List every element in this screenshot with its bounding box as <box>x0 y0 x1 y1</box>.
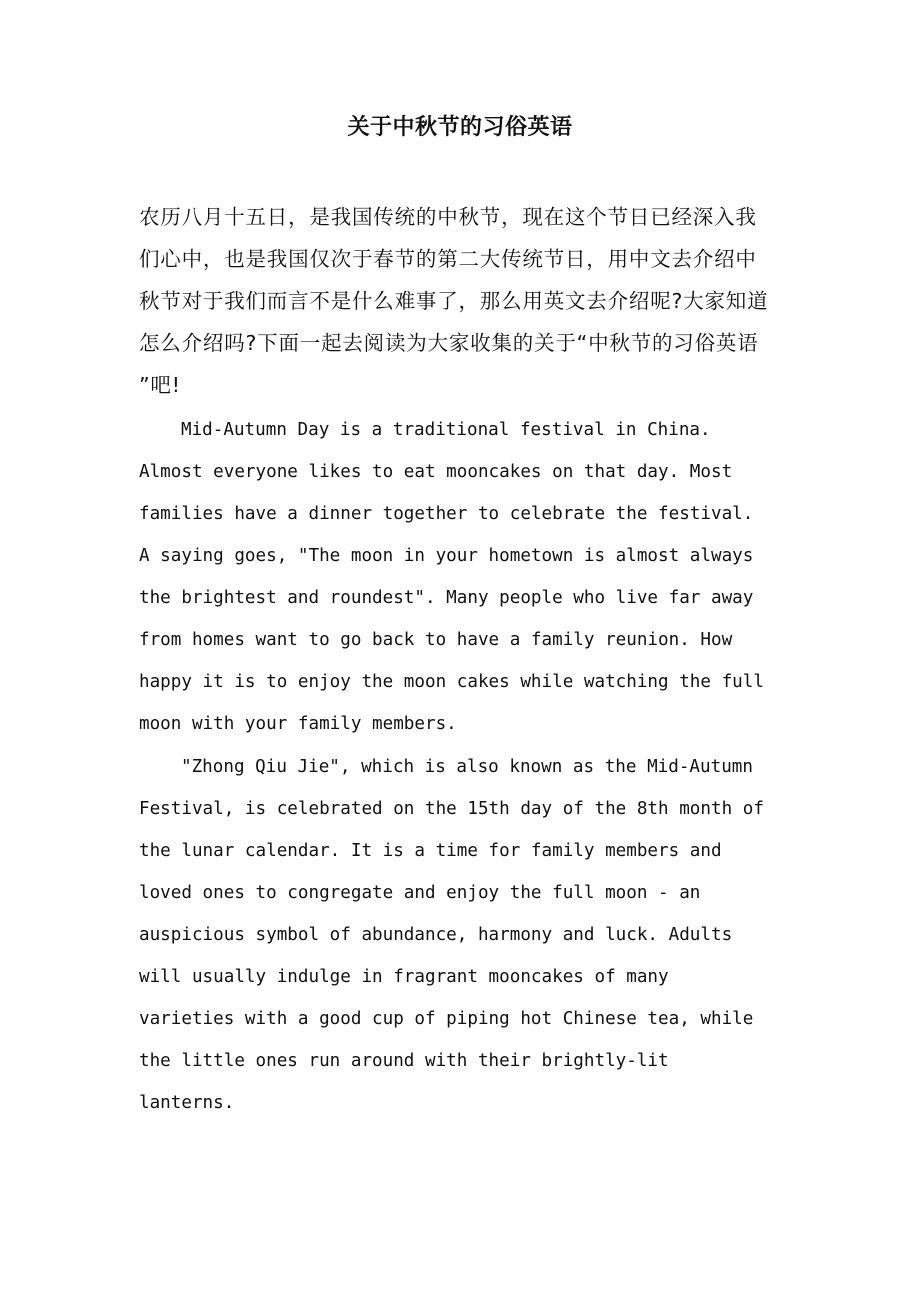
document-title: 关于中秋节的习俗英语 <box>347 115 573 140</box>
text-line: lanterns. <box>139 1093 235 1113</box>
intro-paragraph <box>139 196 784 406</box>
text-line: Festival, is celebrated on the 15th day of the 8th month of <box>139 799 764 819</box>
text-line: varieties with a good cup of piping hot Chinese tea, while <box>139 1009 754 1029</box>
text-line: moon with your family members. <box>139 714 457 734</box>
text-line: loved ones to congregate and enjoy the full moon - an <box>139 883 701 903</box>
text-line: 农历八月十五日，是我国传统的中秋节，现在这个节日已经深入我 <box>139 205 757 229</box>
text-line: happy it is to enjoy the moon cakes while watching the full <box>139 672 764 692</box>
text-line: the lunar calendar. It is a time for family members and <box>139 841 722 861</box>
text-line: from homes want to go back to have a family reunion. How <box>139 630 733 650</box>
text-line: 怎么介绍吗?下面一起去阅读为大家收集的关于“中秋节的习俗英语 <box>139 331 759 355</box>
text-line: the brightest and roundest". Many people who live far away <box>139 588 754 608</box>
text-line: Almost everyone likes to eat mooncakes on that day. Most <box>139 462 733 482</box>
text-line: 们心中，也是我国仅次于春节的第二大传统节日，用中文去介绍中 <box>139 247 757 271</box>
text-line: will usually indulge in fragrant mooncakes of many <box>139 967 669 987</box>
text-line: ”吧! <box>139 373 181 397</box>
text-line: "Zhong Qiu Jie", which is also known as the Mid-Autumn <box>181 757 753 777</box>
text-line: Mid-Autumn Day is a traditional festival in China. <box>181 420 711 440</box>
text-line: families have a dinner together to celebrate the festival. <box>139 504 754 524</box>
text-line: auspicious symbol of abundance, harmony and luck. Adults <box>139 925 733 945</box>
text-line: A saying goes, "The moon in your hometown is almost always <box>139 546 754 566</box>
english-paragraph-2 <box>139 746 789 1124</box>
text-line: the little ones run around with their brightly-lit <box>139 1051 669 1071</box>
text-line: 秋节对于我们而言不是什么难事了，那么用英文去介绍呢?大家知道 <box>139 289 769 313</box>
english-paragraph-1 <box>139 409 789 745</box>
